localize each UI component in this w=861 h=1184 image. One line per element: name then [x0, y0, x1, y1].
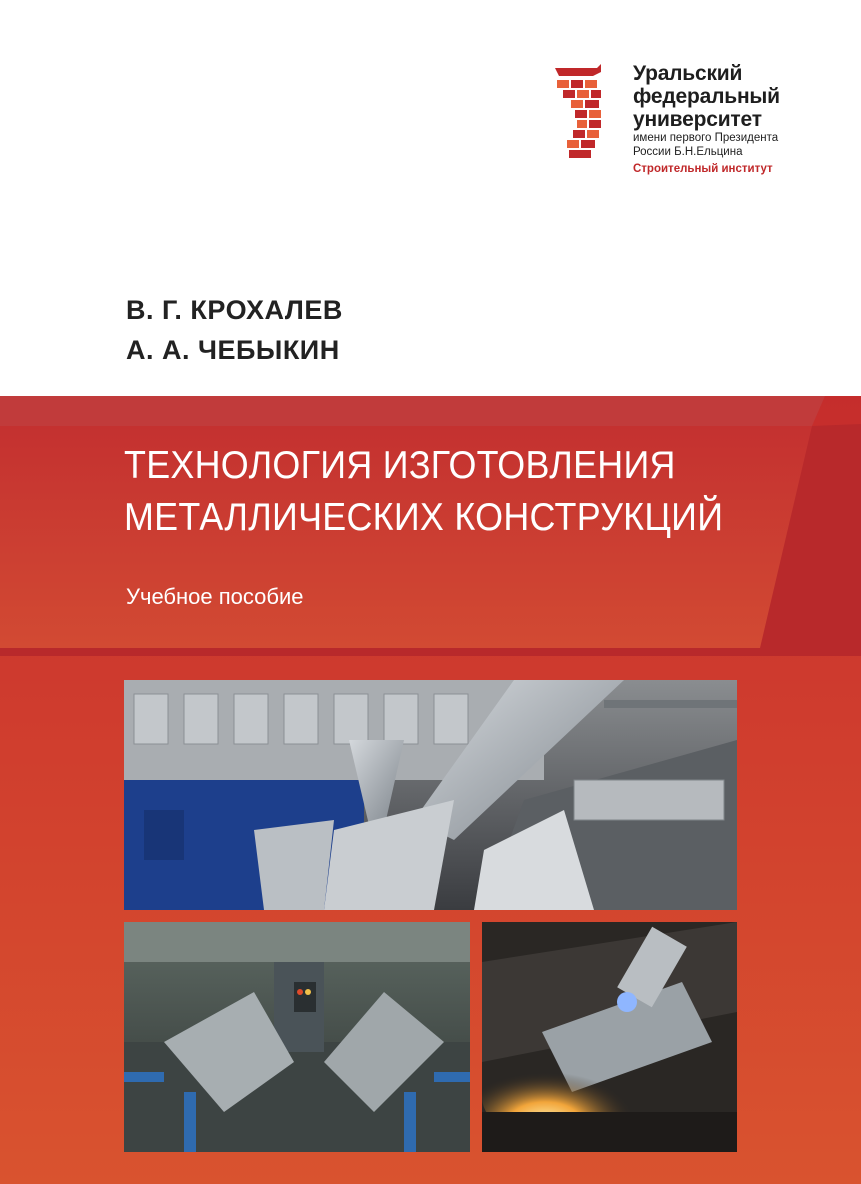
university-subline: имени первого Президента	[633, 132, 779, 144]
university-logo	[553, 64, 813, 194]
university-name-line: университет	[633, 108, 762, 131]
book-title	[124, 440, 775, 544]
university-subline: России Б.Н.Ельцина	[633, 146, 743, 158]
author-name: А. А. ЧЕБЫКИН	[126, 335, 340, 365]
university-name-line: Уральский	[633, 62, 743, 85]
press-brake-photo	[124, 680, 737, 910]
book-title-line: МЕТАЛЛИЧЕСКИХ КОНСТРУКЦИЙ	[124, 496, 724, 539]
book-subtitle: Учебное пособие	[126, 584, 304, 609]
university-name	[633, 62, 780, 175]
book-title-line: ТЕХНОЛОГИЯ ИЗГОТОВЛЕНИЯ	[124, 444, 676, 487]
authors	[126, 290, 343, 370]
university-name-line: федеральный	[633, 85, 780, 108]
plasma-cutting-photo	[482, 922, 737, 1152]
author-name: В. Г. КРОХАЛЕВ	[126, 295, 343, 325]
institute-name: Строительный институт	[633, 163, 773, 175]
urfu-logo-icon	[553, 64, 625, 164]
welding-line-photo	[124, 922, 470, 1152]
